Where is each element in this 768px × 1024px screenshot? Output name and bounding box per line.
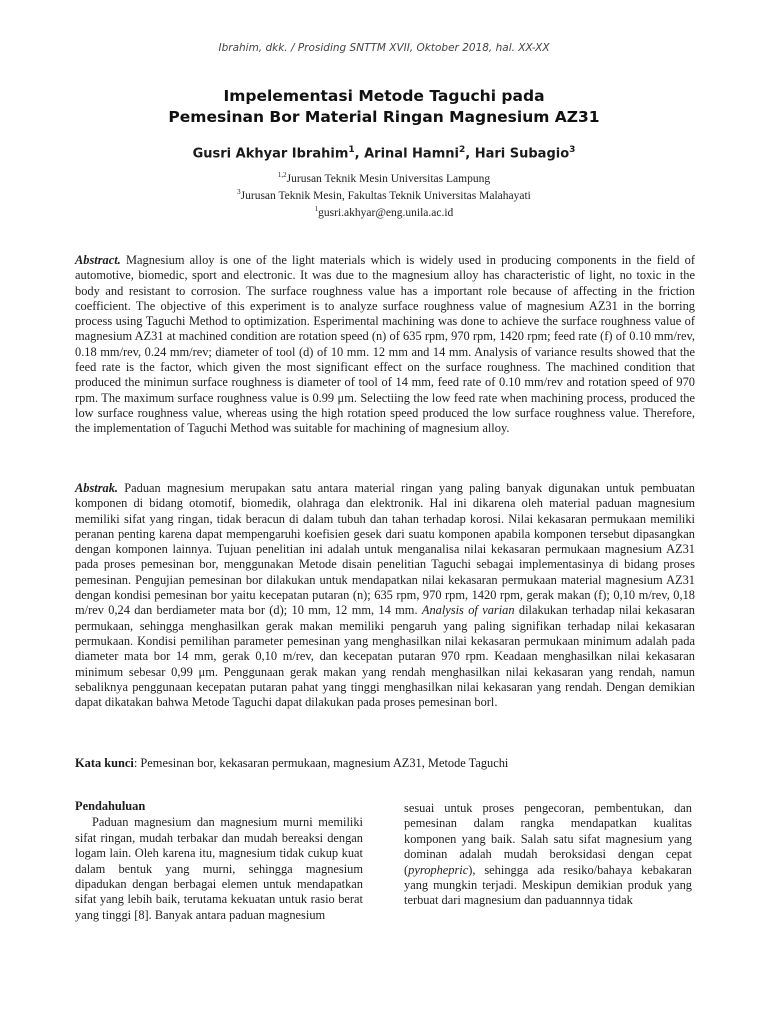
- author-name: Arinal Hamni: [364, 146, 459, 162]
- intro-column-left: [75, 799, 363, 923]
- intro-paragraph: Paduan magnesium dan magnesium murni memiliki sifat ringan, mudah terbakar dan mudah bereaksi dengan logam lain. Oleh karena itu, magnesium tidak cukup kuat dalam bentuk yang murni, sehingga magnesium dipadukan dengan berbagai elemen untuk mendapatkan sifat yang lebih baik, terutama kekuatan untuk rasio berat yang tinggi [8]. Banyak antara paduan magnesium: [75, 815, 363, 922]
- keywords-text: : Pemesinan bor, kekasaran permukaan, magnesium AZ31, Metode Taguchi: [133, 756, 509, 770]
- keywords-label: Kata kunci: [75, 756, 134, 770]
- intro-text-2: ), sehingga ada resiko/bahaya kebakaran yang mungkin terjadi. Meskipun demikian produk yang terbuat dari magnesium dan paduannnya tidak: [404, 862, 692, 908]
- title-line-2: Pemesinan Bor Material Ringan Magnesium AZ31: [168, 108, 600, 126]
- intro-text-1: sesuai untuk proses pengecoran, pembentukan, dan pemesinan dalam rangka mendapatkan kualitas komponen yang baik. Salah satu sifat magnesium yang dominan adalah mudah beroksidasi dengan cepat (: [404, 801, 692, 877]
- affiliation-text: Jurusan Teknik Mesin, Fakultas Teknik Universitas Malahayati: [240, 189, 531, 202]
- author-sup: 2: [458, 145, 466, 155]
- author-email: [0, 205, 768, 219]
- abstract-label: Abstract.: [75, 253, 121, 267]
- affiliation-2: [0, 188, 768, 202]
- affiliation-text: Jurusan Teknik Mesin Universitas Lampung: [286, 172, 491, 185]
- keywords: [75, 756, 695, 771]
- affiliation-sup: 1: [314, 205, 319, 213]
- author-sup: 1: [348, 145, 355, 155]
- email-text: gusri.akhyar@eng.unila.ac.id: [318, 206, 454, 219]
- title-line-1: Impelementasi Metode Taguchi pada: [223, 87, 545, 105]
- running-head: Ibrahim, dkk. / Prosiding SNTTM XVII, Oktober 2018, hal. XX-XX: [218, 42, 550, 54]
- abstract-english: [75, 253, 695, 437]
- affiliation-1: [0, 171, 768, 185]
- affiliation-sup: 1,2: [277, 171, 287, 179]
- section-heading: Pendahuluan: [75, 799, 146, 813]
- affiliation-sup: 3: [237, 188, 241, 196]
- intro-column-right: [404, 801, 692, 909]
- author-sup: 3: [569, 145, 576, 155]
- paper-title: [0, 86, 768, 128]
- abstrak-text-2: dilakukan terhadap nilai kekasaran permukaan, sehingga menghasilkan gerak makan memiliki pengaruh yang paling signifikan terhadap nilai kekasaran permukaan. Kondisi pemilihan parameter pemesinan yang menghasilkan nilai kekasaran permukaan minimum adalah pada diameter mata bor 14 mm, gerak 0,10 m/rev, dan kecepatan putaran 970 rpm. Keadaan menghasilkan nilai kekasaran minimum sebesar 0,99 μm. Penggunaan gerak makan yang rendah menghasilkan nilai kekasaran yang rendah, namun sebaliknya penggunaan kecepatan putaran pahat yang tinggi menghasilkan nilai kekasaran yang rendah. Dengan demikian dapat dikatakan bahwa Metode Taguchi dapat dilakukan pada proses pemesinan borl.: [75, 603, 696, 710]
- author-name: Hari Subagio: [474, 146, 570, 162]
- abstrak-text-1: Paduan magnesium merupakan satu antara material ringan yang paling banyak digunakan untuk pembuatan komponen di bidang otomotif, biomedik, olahraga dan elektronik. Hal ini dikarena oleh material paduan magnesium memiliki sifat yang ringan, tidak beracun di dalam tubuh dan tahan terhadap korosi. Nilai kekasaran permukaan memiliki peranan penting karena dapat mempengaruhi koefisien gesek dari suatu komponen apabila komponen tersebut dipasangkan dengan komponen lainnya. Tujuan penelitian ini adalah untuk menganalisa nilai kekasaran permukaan magnesium AZ31 pada proses pemesinan bor, menggunakan Metode disain penelitian Taguchi sebagai implementasinya di bidang proses pemesinan. Pengujian pemesinan bor dilakukan untuk mendapatkan nilai kekasaran permukaan material magnesium AZ31 dengan kondisi pemesinan bor yaitu kecepatan putaran (n); 635 rpm, 970 rpm, 1420 rpm, gerak makan (f); 0,10 m/rev, 0,18 m/rev 0,24 dan berdiameter mata bor (d); 10 mm, 12 mm, 14 mm.: [75, 481, 695, 618]
- author-name: Gusri Akhyar Ibrahim: [192, 146, 349, 162]
- abstract-text: Magnesium alloy is one of the light materials which is widely used in producing components in the field of automotive, biomedic, sport and electronic. It was due to the magnesium alloy has characteristic of light, no toxic in the body and resistant to corrosion. The surface roughness value has a important role because of affecting in the friction coefficient. The objective of this experiment is to analyze surface roughness value of magnesium AZ31 in the borring process using Taguchi Method to optimization. Esperimental machining was done to achieve the surface roughness value of magnesium AZ31 at machined condition are rotation speed (n) of 635 rpm, 970 rpm, 1420 rpm; feed rate (f) of 0.10 mm/rev, 0.18 mm/rev, 0.24 mm/rev; diameter of tool (d) of 10 mm. 12 mm and 14 mm. Analysis of variance results showed that the feed rate is the factor, which given the most significant effect on the surface roughness. The machined condition that produced the minimun surface roughness is diameter of tool of 14 mm, feed rate of 0.10 mm/rev and rotation speed of 970 rpm. The maximum surface roughness value is 0.99 μm. Selectiing the low feed rate when machining process, produced the low surface roughness value, whereas using the high rotation speed produced the low surface roughness value. Therefore, the implementation of Taguchi Method was suitable for machining of magnesium alloy.: [75, 253, 695, 436]
- abstract-indonesian: [75, 481, 695, 710]
- abstrak-label: Abstrak.: [75, 481, 119, 495]
- author-list: Gusri Akhyar Ibrahim$^1$, Arinal Hamni$^2$, Hari Subagio$^3$: [192, 145, 576, 162]
- intro-italic-term: pyrophepric: [408, 862, 469, 877]
- abstrak-italic-term: Analysis of varian: [421, 603, 515, 618]
